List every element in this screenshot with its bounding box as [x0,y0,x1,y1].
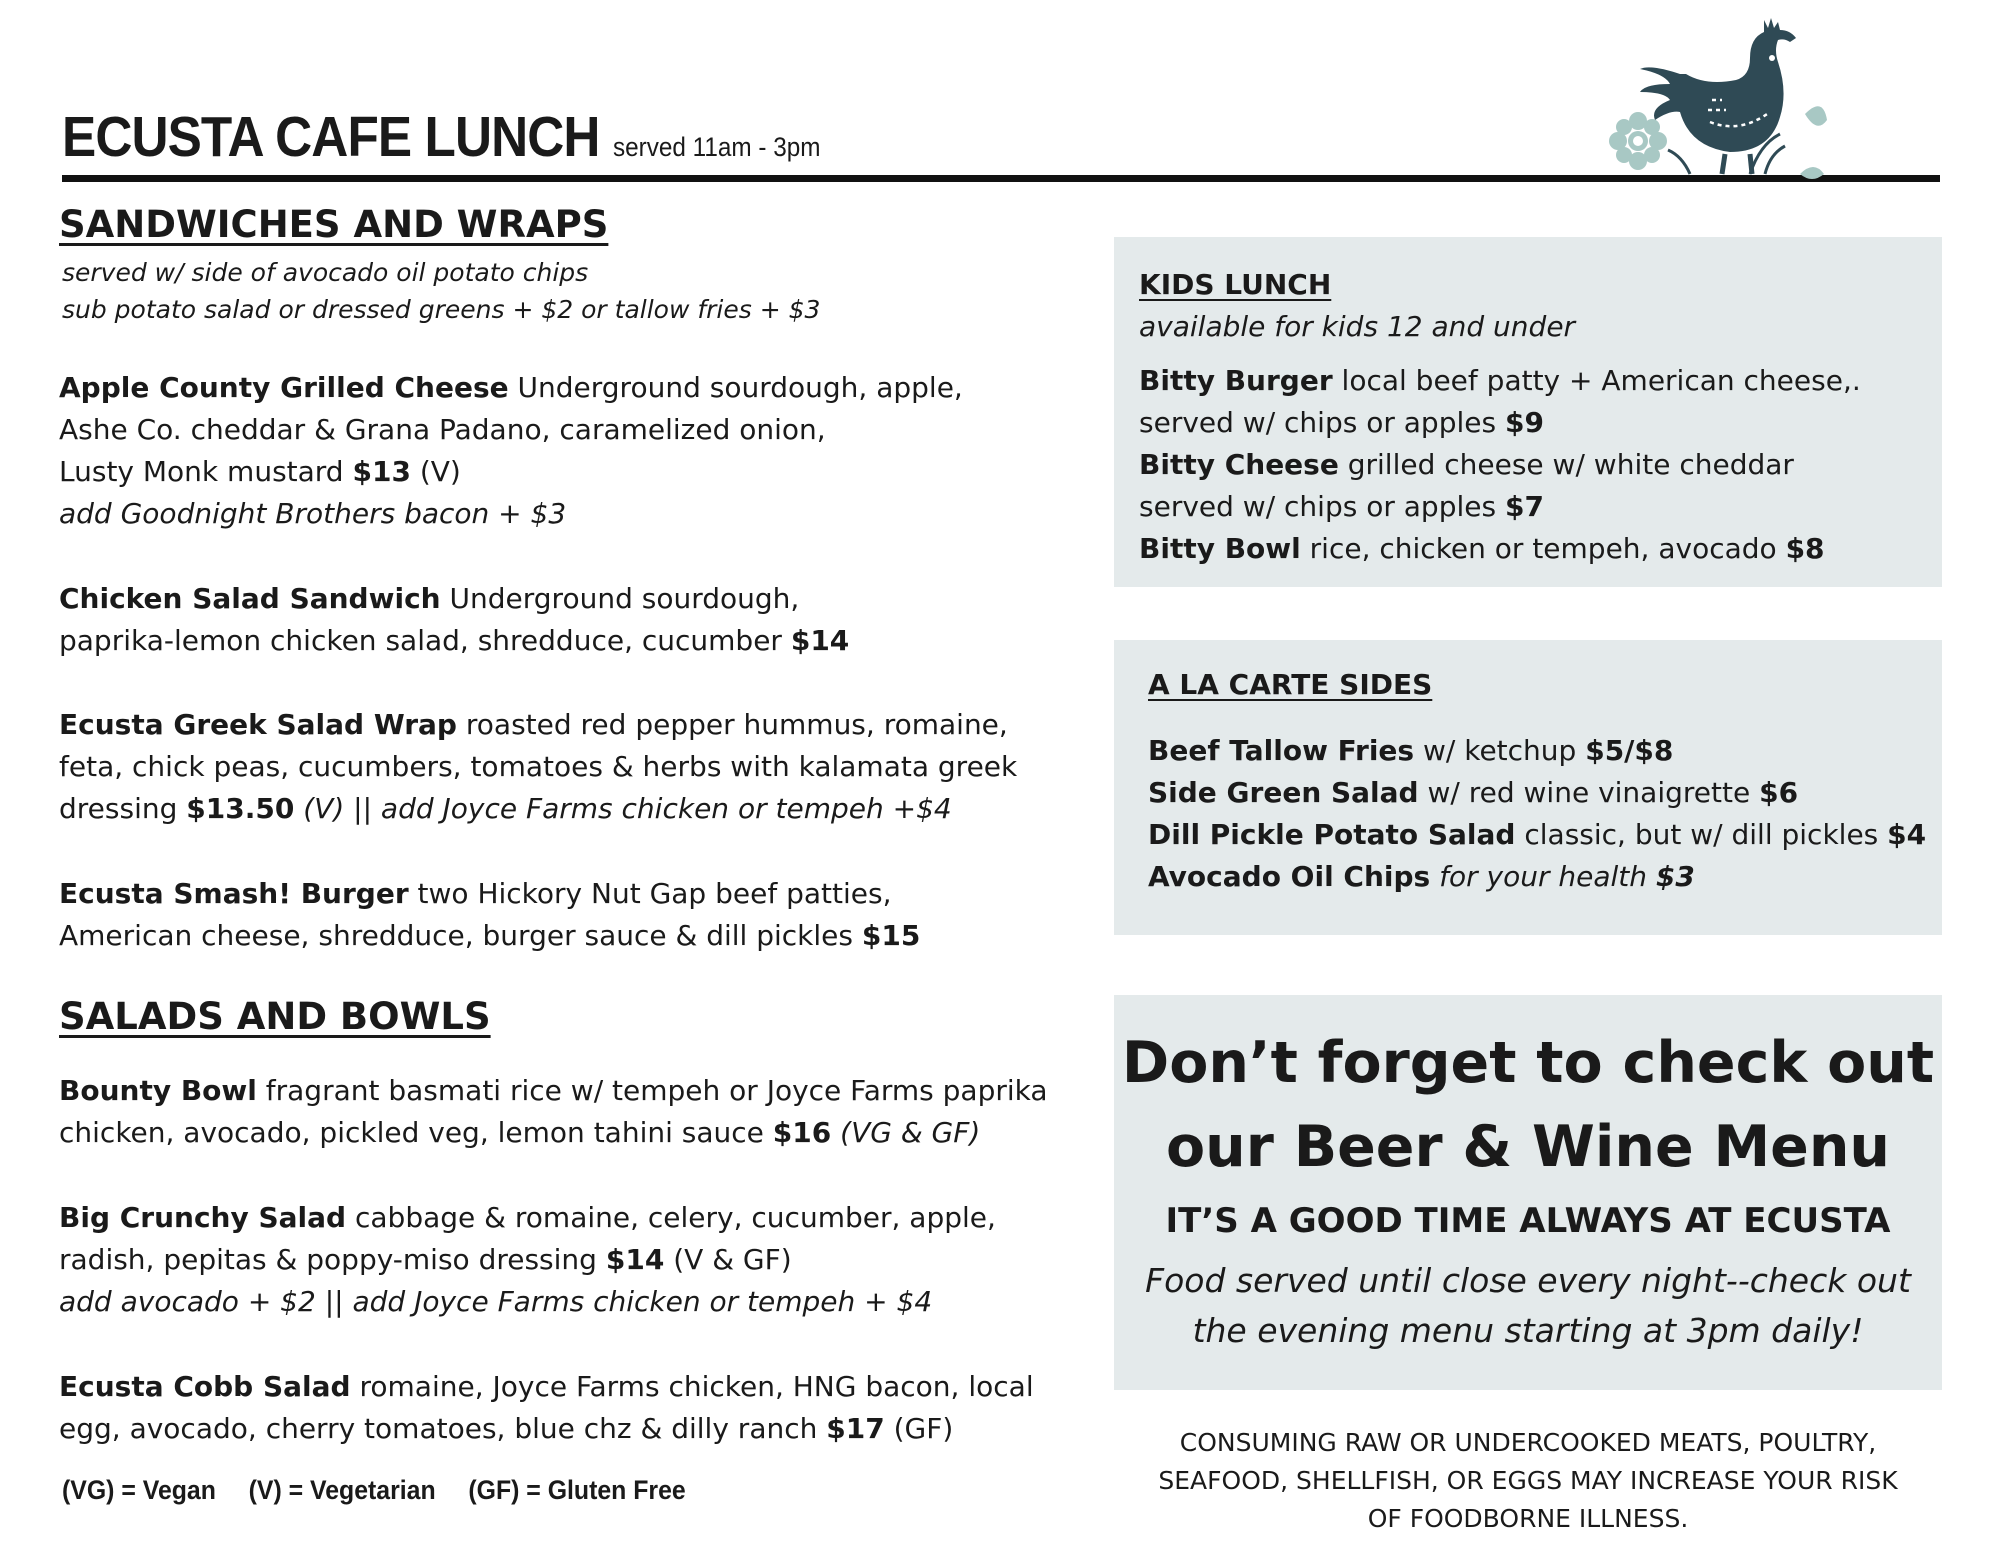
item-name: Dill Pickle Potato Salad [1148,818,1516,851]
item-name: Apple County Grilled Cheese [59,371,509,404]
menu-item [59,704,1017,830]
item-description: Underground sourdough, [440,582,800,615]
section-heading-sandwiches: SANDWICHES AND WRAPS [59,203,609,246]
item-description: cabbage & romaine, celery, cucumber, apple, [346,1201,996,1234]
item-price: $6 [1759,776,1799,809]
warning-line1: CONSUMING RAW OR UNDERCOOKED MEATS, POULTRY, [1179,1428,1877,1457]
sides-heading: A LA CARTE SIDES [1148,668,1433,701]
warning-line2: SEAFOOD, SHELLFISH, OR EGGS MAY INCREASE YOUR RISK [1158,1466,1898,1495]
item-price: $13.50 [186,792,295,825]
item-name: Ecusta Smash! Burger [59,877,409,910]
item-diet-tag: (VG & GF) [831,1116,981,1149]
hen-logo-icon [1600,14,1840,180]
legend-gluten-free: (GF) = Gluten Free [468,1475,686,1505]
item-price: $17 [826,1412,885,1445]
flower-icon [1609,112,1667,170]
item-description: American cheese, shredduce, burger sauce & dill pickles [59,919,862,952]
item-diet-tag: (V) [410,455,461,488]
item-name: Avocado Oil Chips [1148,860,1431,893]
item-price: $4 [1887,818,1927,851]
item-price: $14 [790,624,850,657]
menu-item [59,367,963,535]
item-name: Bitty Bowl [1139,532,1301,565]
item-description: Underground sourdough, apple, [508,371,963,404]
item-description: for your health [1430,860,1656,893]
item-name: Big Crunchy Salad [59,1201,347,1234]
promo-headline-line1: Don’t forget to check out [1121,1030,1935,1096]
item-description: w/ red wine vinaigrette [1418,776,1760,809]
item-description: w/ ketchup [1414,734,1586,767]
menu-item [59,1070,1048,1154]
kids-items [1139,360,1861,570]
page-title [62,104,820,170]
item-price: $14 [605,1243,665,1276]
item-description: fragrant basmati rice w/ tempeh or Joyce Farms paprika [256,1074,1048,1107]
item-description: dressing [59,792,187,825]
menu-item [59,578,849,662]
sandwiches-note-line1: served w/ side of avocado oil potato chips [62,258,589,287]
item-description: grilled cheese w/ white cheddar [1338,448,1794,481]
menu-item [59,873,920,957]
item-addon: add Goodnight Brothers bacon + $3 [59,497,567,530]
kids-lunch-heading: KIDS LUNCH [1139,268,1332,301]
item-description: served w/ chips or apples [1139,490,1505,523]
sandwiches-note-line2: sub potato salad or dressed greens + $2 or tallow fries + $3 [62,295,821,324]
item-description: chicken, avocado, pickled veg, lemon tahini sauce [59,1116,773,1149]
item-price: $3 [1655,860,1695,893]
serving-hours: served 11am - 3pm [612,132,821,162]
menu-item [59,1366,1034,1450]
sides-items [1148,730,1926,898]
item-name: Ecusta Greek Salad Wrap [59,708,457,741]
promo-note [1114,1256,1942,1356]
item-description: rice, chicken or tempeh, avocado [1300,532,1786,565]
promo-headline-line2: our Beer & Wine Menu [1166,1114,1890,1180]
item-description: paprika-lemon chicken salad, shredduce, cucumber [59,624,791,657]
item-description: local beef patty + American cheese,. [1332,364,1861,397]
item-price: $15 [861,919,921,952]
legend-vegan: (VG) = Vegan [62,1475,216,1505]
item-description: radish, pepitas & poppy-miso dressing [59,1243,606,1276]
item-diet-tag: (V & GF) [664,1243,792,1276]
item-name: Bitty Cheese [1139,448,1339,481]
diet-legend [62,1475,711,1506]
item-name: Bounty Bowl [59,1074,257,1107]
menu-item [59,1197,996,1323]
item-diet-tag: (V) || add Joyce Farms chicken or tempeh +$4 [294,792,952,825]
item-price: $9 [1504,406,1544,439]
sandwiches-note [62,254,820,328]
item-description: egg, avocado, cherry tomatoes, blue chz & dilly ranch [59,1412,827,1445]
item-name: Ecusta Cobb Salad [59,1370,351,1403]
promo-note-line2: the evening menu starting at 3pm daily! [1192,1311,1864,1350]
item-price: $13 [352,455,411,488]
warning-line3: OF FOODBORNE ILLNESS. [1367,1504,1689,1533]
item-price: $5/$8 [1585,734,1674,767]
item-description: Ashe Co. cheddar & Grana Padano, caramelized onion, [59,413,826,446]
kids-lunch-note: available for kids 12 and under [1139,310,1576,343]
item-description: feta, chick peas, cucumbers, tomatoes & herbs with kalamata greek [59,750,1018,783]
menu-title: ECUSTA CAFE LUNCH [62,105,600,169]
item-addon: add avocado + $2 || add Joyce Farms chicken or tempeh + $4 [59,1285,933,1318]
item-description: romaine, Joyce Farms chicken, HNG bacon, local [350,1370,1034,1403]
item-price: $16 [772,1116,832,1149]
item-description: classic, but w/ dill pickles [1515,818,1888,851]
section-heading-salads: SALADS AND BOWLS [59,995,491,1038]
item-name: Bitty Burger [1139,364,1333,397]
legend-vegetarian: (V) = Vegetarian [248,1475,436,1505]
item-description: roasted red pepper hummus, romaine, [456,708,1008,741]
item-diet-tag: (GF) [884,1412,954,1445]
promo-note-line1: Food served until close every night--check out [1145,1261,1911,1300]
item-price: $8 [1785,532,1825,565]
item-description: Lusty Monk mustard [59,455,353,488]
food-safety-warning [1114,1424,1942,1538]
item-price: $7 [1504,490,1544,523]
item-name: Side Green Salad [1148,776,1419,809]
item-description: two Hickory Nut Gap beef patties, [408,877,892,910]
promo-tagline: IT’S A GOOD TIME ALWAYS AT ECUSTA [1165,1201,1891,1241]
item-name: Beef Tallow Fries [1148,734,1415,767]
item-name: Chicken Salad Sandwich [59,582,441,615]
item-description: served w/ chips or apples [1139,406,1505,439]
